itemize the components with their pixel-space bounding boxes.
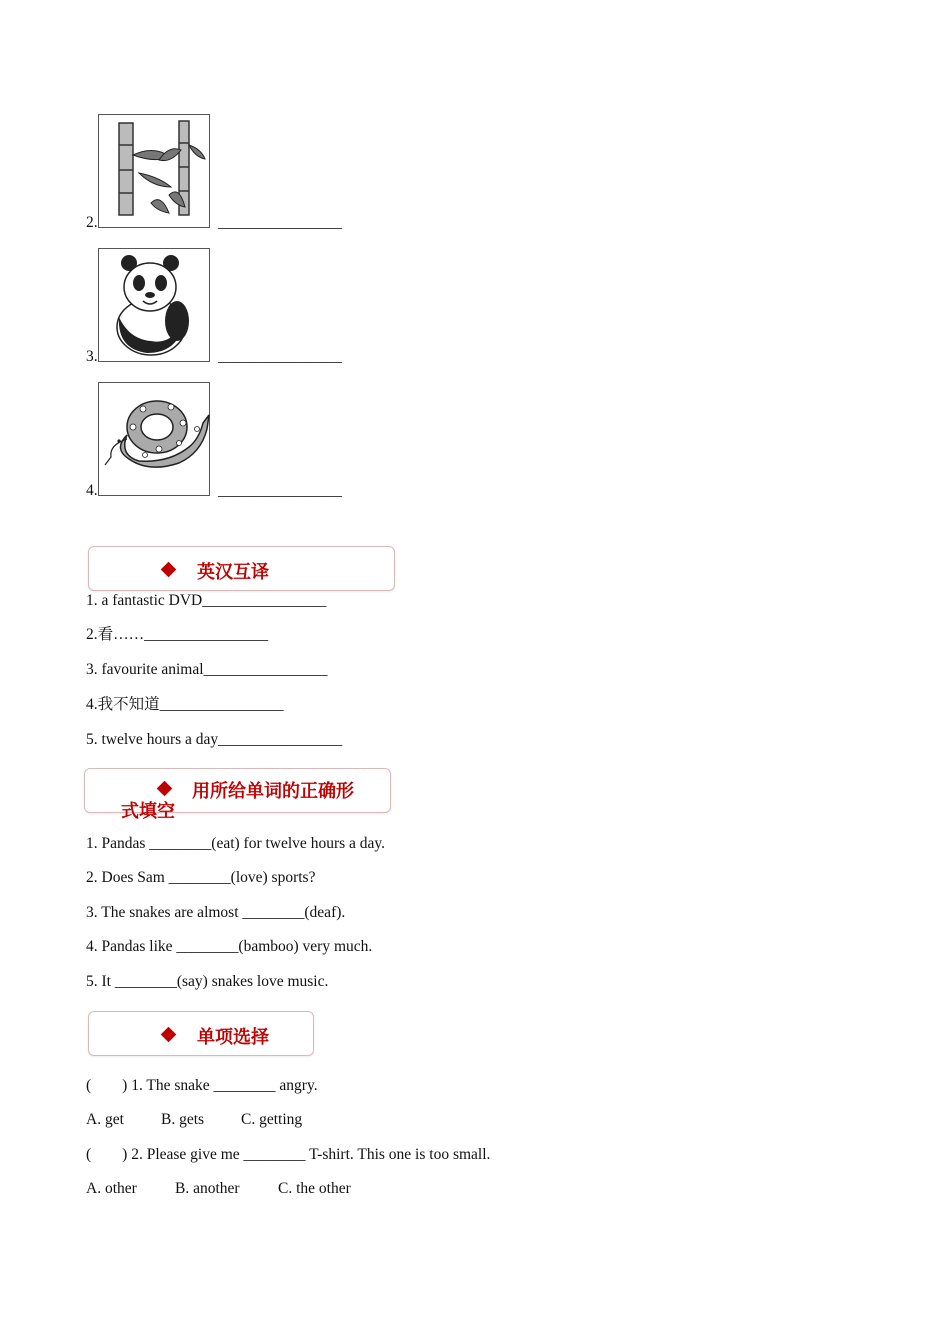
answer-blank[interactable]: ________________ (218, 214, 342, 231)
question-item: 4. Pandas like ________(bamboo) very much. (86, 938, 373, 955)
question-item: 2. Does Sam ________(love) sports? (86, 869, 316, 886)
picture-number: 4. (86, 482, 98, 499)
question-stem: ( ) 2. Please give me ________ T-shirt. This one is too small. (86, 1146, 491, 1163)
diamond-icon (157, 781, 173, 797)
question-item: 5. It ________(say) snakes love music. (86, 973, 329, 990)
section-title: 单项选择 (197, 1027, 269, 1048)
question-item: 4.我不知道________________ (86, 696, 284, 713)
answer-blank[interactable]: ________________ (218, 482, 342, 499)
question-item: 3. favourite animal________________ (86, 661, 328, 678)
section-title: 用所给单词的正确形 (192, 781, 354, 802)
section-title-overflow: 式填空 (121, 801, 175, 822)
option-a: A. get (86, 1111, 124, 1128)
option-c: C. getting (241, 1111, 303, 1128)
picture-number: 2. (86, 214, 98, 231)
answer-blank[interactable]: ________________ (218, 348, 342, 365)
option-b: B. gets (161, 1111, 205, 1128)
picture-item-snake (86, 382, 386, 502)
section-header-word-forms (84, 768, 391, 822)
diamond-icon (161, 562, 177, 578)
option-b: B. another (175, 1180, 240, 1197)
picture-item-bamboo (86, 114, 386, 234)
section-header-multiple-choice (88, 1011, 314, 1056)
section-title: 英汉互译 (197, 562, 269, 583)
question-item: 3. The snakes are almost ________(deaf). (86, 904, 346, 921)
question-stem: ( ) 1. The snake ________ angry. (86, 1077, 318, 1094)
picture-number: 3. (86, 348, 98, 365)
option-c: C. the other (278, 1180, 351, 1197)
question-item: 1. a fantastic DVD________________ (86, 592, 327, 609)
question-item: 5. twelve hours a day________________ (86, 731, 343, 748)
panda-image (98, 248, 210, 362)
picture-item-panda (86, 248, 386, 368)
option-a: A. other (86, 1180, 137, 1197)
bamboo-image (98, 114, 210, 228)
question-item: 1. Pandas ________(eat) for twelve hours a day. (86, 835, 386, 852)
diamond-icon (161, 1027, 177, 1043)
snake-image (98, 382, 210, 496)
question-item: 2.看……________________ (86, 626, 269, 643)
section-header-translation (88, 546, 395, 591)
